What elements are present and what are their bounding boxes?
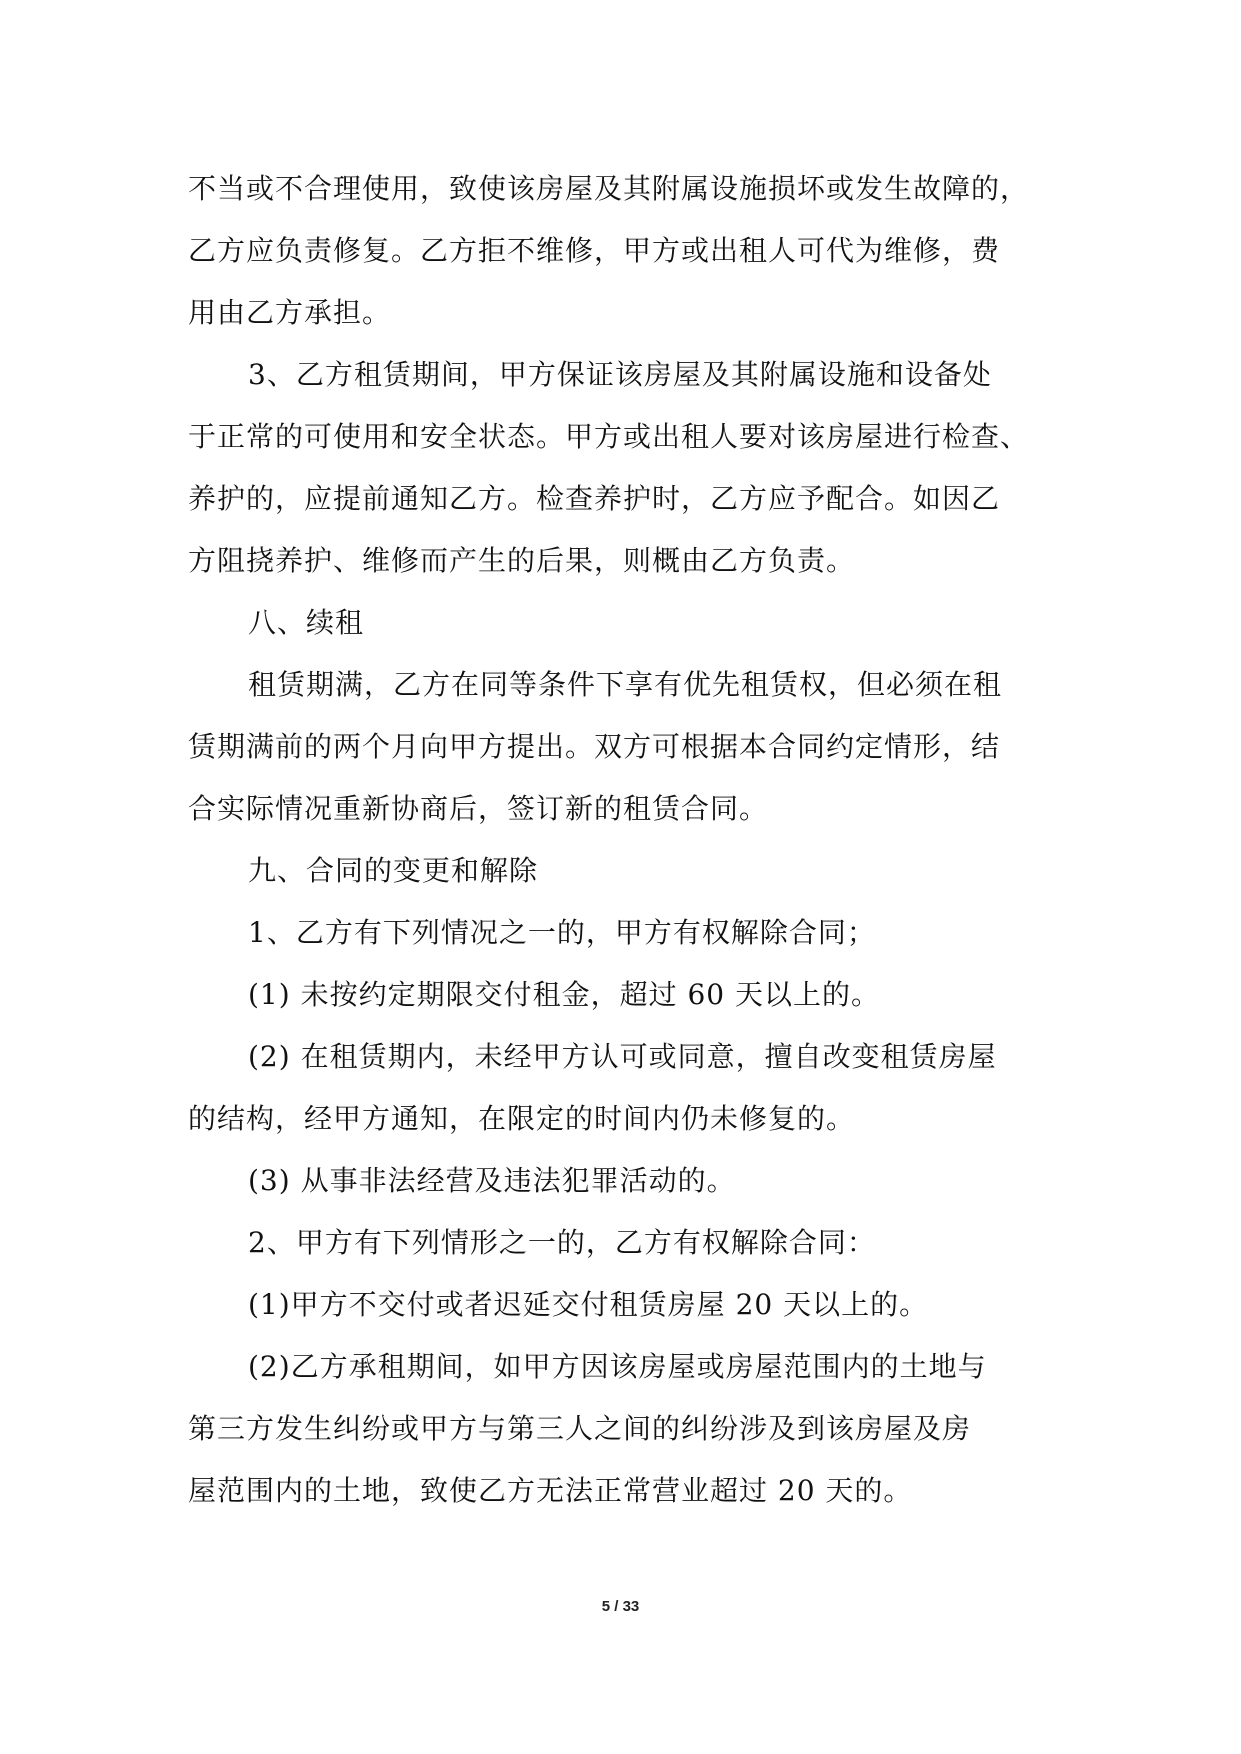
text-line-6: 养护的，应提前通知乙方。检查养护时，乙方应予配合。如因乙	[188, 482, 1001, 515]
text-line-17: (3) 从事非法经营及违法犯罪活动的。	[248, 1164, 736, 1197]
text-line-10: 赁期满前的两个月向甲方提出。双方可根据本合同约定情形，结	[188, 730, 1001, 763]
text-line-22: 屋范围内的土地，致使乙方无法正常营业超过 20 天的。	[188, 1474, 913, 1507]
text-line-11: 合实际情况重新协商后，签订新的租赁合同。	[188, 792, 769, 825]
text-line-14: (1) 未按约定期限交付租金，超过 60 天以上的。	[248, 978, 880, 1011]
text-line-16: 的结构，经甲方通知，在限定的时间内仍未修复的。	[188, 1102, 856, 1135]
text-line-2: 乙方应负责修复。乙方拒不维修，甲方或出租人可代为维修，费	[188, 234, 1001, 267]
text-line-20: (2)乙方承租期间，如甲方因该房屋或房屋范围内的土地与	[248, 1350, 987, 1383]
text-line-4: 3、乙方租赁期间，甲方保证该房屋及其附属设施和设备处	[248, 358, 992, 391]
document-body	[188, 158, 1088, 1522]
text-line-1: 不当或不合理使用，致使该房屋及其附属设施损坏或发生故障的，	[188, 172, 1030, 205]
text-line-18: 2、甲方有下列情形之一的，乙方有权解除合同：	[248, 1226, 876, 1259]
text-line-3: 用由乙方承担。	[188, 296, 392, 329]
text-line-15: (2) 在租赁期内，未经甲方认可或同意，擅自改变租赁房屋	[248, 1040, 997, 1073]
text-line-9: 租赁期满，乙方在同等条件下享有优先租赁权，但必须在租	[248, 668, 1003, 701]
text-line-5: 于正常的可使用和安全状态。甲方或出租人要对该房屋进行检查、	[188, 420, 1030, 453]
section-heading-termination: 九、合同的变更和解除	[248, 854, 539, 887]
text-line-7: 方阻挠养护、维修而产生的后果，则概由乙方负责。	[188, 544, 856, 577]
text-line-21: 第三方发生纠纷或甲方与第三人之间的纠纷涉及到该房屋及房	[188, 1412, 972, 1445]
page-number: 5 / 33	[601, 1598, 640, 1615]
section-heading-renewal: 八、续租	[248, 606, 365, 639]
text-line-13: 1、乙方有下列情况之一的，甲方有权解除合同；	[248, 916, 876, 949]
text-line-19: (1)甲方不交付或者迟延交付租赁房屋 20 天以上的。	[248, 1288, 929, 1321]
